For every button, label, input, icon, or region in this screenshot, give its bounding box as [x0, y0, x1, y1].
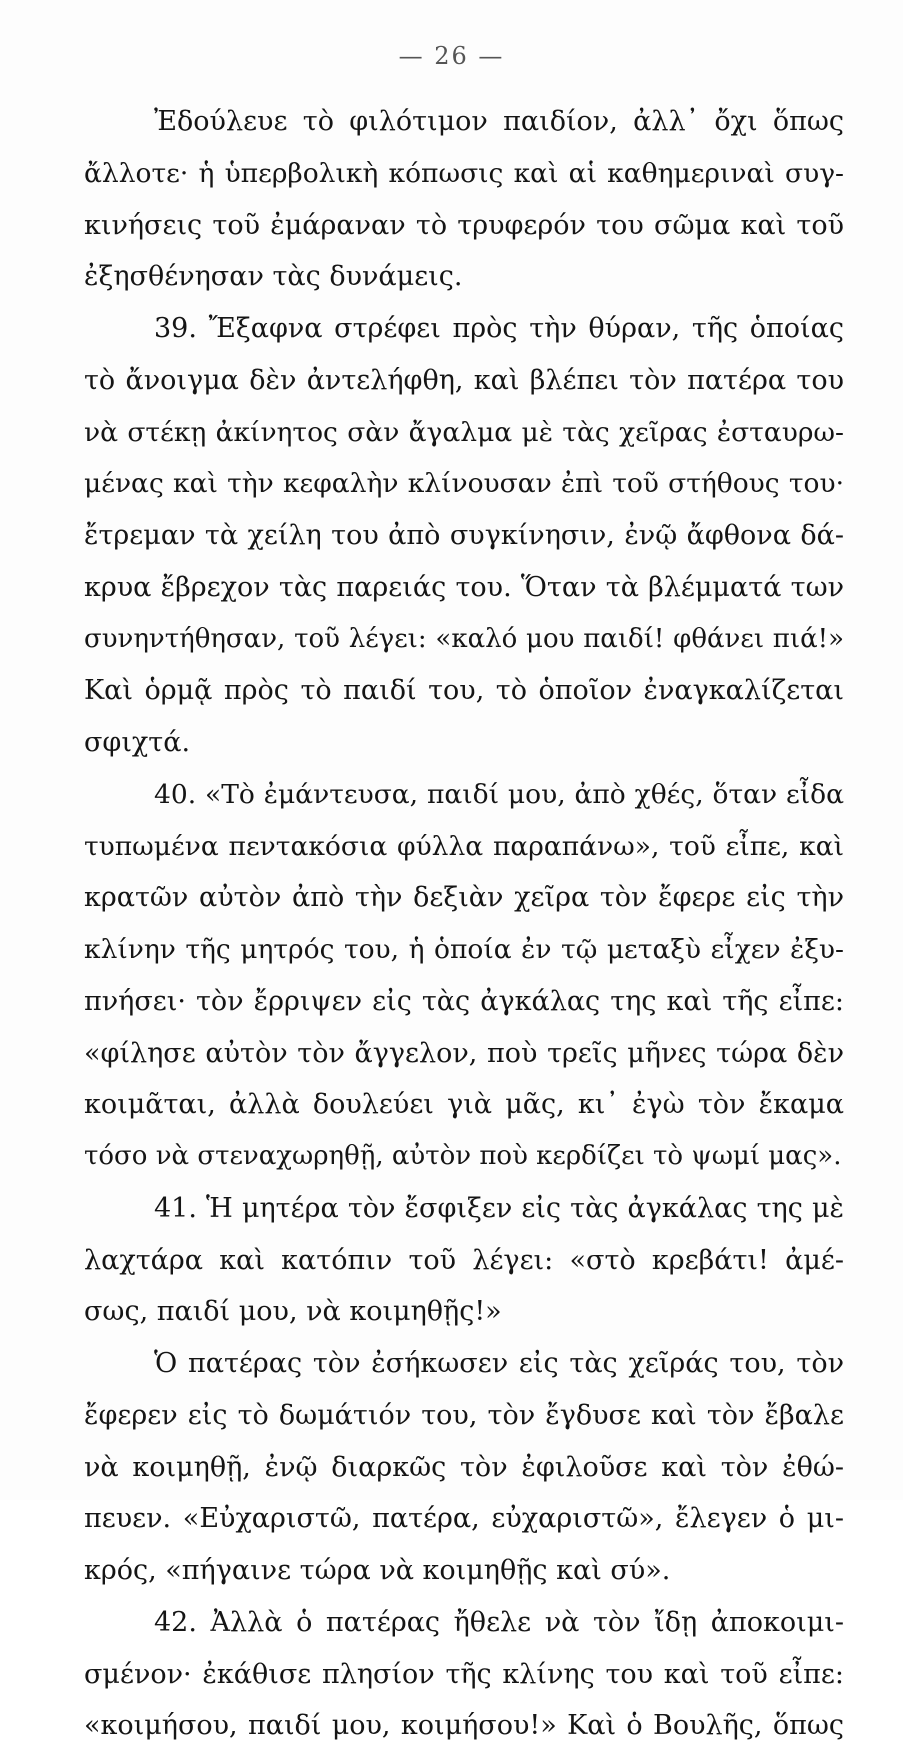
text-line: «κοιμήσου, παιδί μου, κοιμήσου!» Καὶ ὁ Βουλῆς, ὅπως: [84, 1710, 844, 1742]
text-line: κλίνην τῆς μητρός του, ἡ ὁποία ἐν τῷ μεταξὺ εἶχεν ἐξυ-: [84, 934, 844, 965]
text-line: «φίλησε αὐτὸν τὸν ἄγγελον, ποὺ τρεῖς μῆνες τώρα δὲν: [84, 1037, 844, 1069]
text-line: συνηντήθησαν, τοῦ λέγει: «καλό μου παιδί! φθάνει πιά!»: [84, 623, 844, 654]
body-text: [84, 96, 844, 1752]
text-line: μένας καὶ τὴν κεφαλὴν κλίνουσαν ἐπὶ τοῦ στήθους του·: [84, 468, 844, 500]
text-line: ἔφερεν εἰς τὸ δωμάτιόν του, τὸν ἔγδυσε καὶ τὸν ἔβαλε: [84, 1399, 844, 1431]
text-line: ἔτρεμαν τὰ χείλη του ἀπὸ συγκίνησιν, ἐνῷ ἄφθονα δά-: [84, 520, 844, 551]
text-line: 39. Ἔξαφνα στρέφει πρὸς τὴν θύραν, τῆς ὁποίας: [154, 313, 844, 344]
text-line: πευεν. «Εὐχαριστῶ, πατέρα, εὐχαριστῶ», ἔλεγεν ὁ μι-: [84, 1503, 844, 1535]
text-line: Καὶ ὁρμᾷ πρὸς τὸ παιδί του, τὸ ὁποῖον ἐναγκαλίζεται: [84, 675, 844, 707]
text-line: κρός, «πήγαινε τώρα νὰ κοιμηθῇς καὶ σύ».: [84, 1555, 671, 1586]
text-line: κρατῶν αὐτὸν ἀπὸ τὴν δεξιὰν χεῖρα τὸν ἔφερε εἰς τὴν: [84, 882, 844, 914]
text-line: 41. Ἡ μητέρα τὸν ἔσφιξεν εἰς τὰς ἀγκάλας της μὲ: [154, 1192, 844, 1224]
text-line: κινήσεις τοῦ ἐμάραναν τὸ τρυφερόν του σῶμα καὶ τοῦ: [84, 209, 844, 241]
text-line: σφιχτά.: [84, 727, 191, 758]
text-line: κοιμᾶται, ἀλλὰ δουλεύει γιὰ μᾶς, κι᾽ ἐγὼ τὸν ἔκαμα: [84, 1089, 844, 1121]
text-line: νὰ κοιμηθῇ, ἐνῷ διαρκῶς τὸν ἐφιλοῦσε καὶ τὸν ἐθώ-: [84, 1451, 844, 1483]
text-line: νὰ στέκῃ ἀκίνητος σὰν ἄγαλμα μὲ τὰς χεῖρας ἐσταυρω-: [84, 416, 844, 448]
text-line: 42. Ἀλλὰ ὁ πατέρας ἤθελε νὰ τὸν ἴδῃ ἀποκοιμι-: [154, 1606, 844, 1638]
text-line: 40. «Τὸ ἐμάντευσα, παιδί μου, ἀπὸ χθές, ὅταν εἶδα: [154, 778, 844, 810]
text-line: σμένον· ἐκάθισε πλησίον τῆς κλίνης του καὶ τοῦ εἶπε:: [84, 1658, 844, 1690]
page-number: — 26 —: [398, 42, 505, 70]
text-line: ἐξησθένησαν τὰς δυνάμεις.: [84, 261, 463, 293]
text-line: σως, παιδί μου, νὰ κοιμηθῇς!»: [84, 1296, 502, 1328]
text-line: Ἐδούλευε τὸ φιλότιμον παιδίον, ἀλλ᾽ ὄχι ὅπως: [154, 106, 844, 137]
text-line: Ὁ πατέρας τὸν ἐσήκωσεν εἰς τὰς χεῖράς του, τὸν: [154, 1348, 844, 1379]
text-line: τυπωμένα πεντακόσια φύλλα παραπάνω», τοῦ εἶπε, καὶ: [84, 830, 844, 862]
text-line: ἄλλοτε· ἡ ὑπερβολικὴ κόπωσις καὶ αἱ καθημεριναὶ συγ-: [84, 157, 844, 189]
text-line: τὸ ἄνοιγμα δὲν ἀντελήφθη, καὶ βλέπει τὸν πατέρα του: [84, 364, 844, 396]
text-line: πνήσει· τὸν ἔρριψεν εἰς τὰς ἀγκάλας της καὶ τῆς εἶπε:: [84, 985, 844, 1017]
text-line: λαχτάρα καὶ κατόπιν τοῦ λέγει: «στὸ κρεβάτι! ἀμέ-: [84, 1244, 844, 1276]
text-line: τόσο νὰ στεναχωρηθῇ, αὐτὸν ποὺ κερδίζει τὸ ψωμί μας».: [84, 1141, 842, 1171]
text-line: κρυα ἔβρεχον τὰς παρειάς του. Ὅταν τὰ βλέμματά των: [84, 571, 844, 603]
